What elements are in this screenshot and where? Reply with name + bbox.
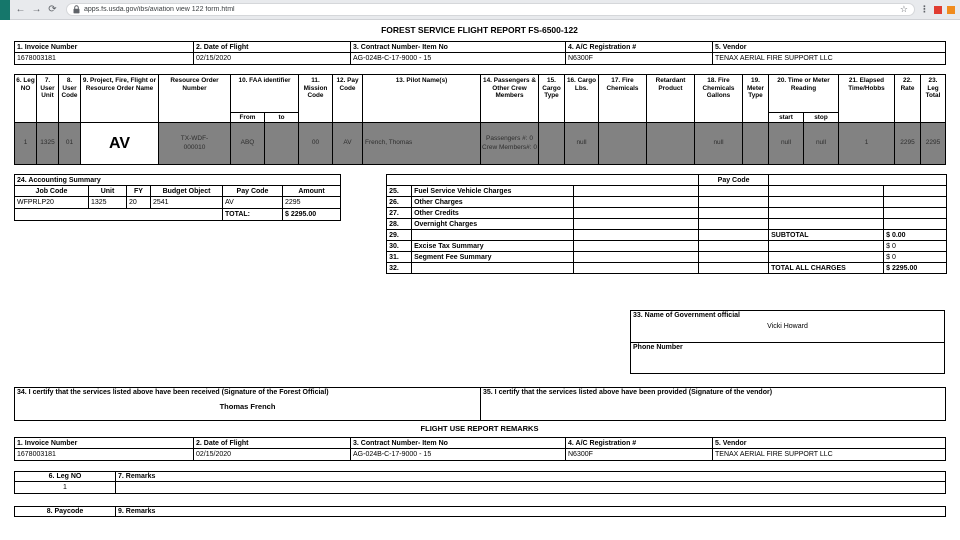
certification-table bbox=[14, 387, 946, 421]
elapsed-time-value: 1 bbox=[839, 123, 895, 165]
sub-header-start: start bbox=[769, 113, 804, 123]
leg-no-value: 1 bbox=[15, 123, 37, 165]
official-name-label: 33. Name of Government official bbox=[633, 312, 740, 319]
paycode-remarks-header: 9. Remarks bbox=[116, 507, 946, 517]
charge-amount bbox=[884, 197, 947, 208]
certify-received-cell bbox=[15, 388, 481, 421]
ac-registration-value: N6300F bbox=[566, 53, 713, 65]
charge-num: 27. bbox=[387, 208, 412, 219]
col-header-leg-no: 6. Leg NO bbox=[15, 75, 37, 123]
charge-num: 29. bbox=[387, 230, 412, 241]
job-code-value: WFPRLP20 bbox=[15, 197, 89, 209]
sub-header-to: to bbox=[265, 113, 299, 123]
resource-order-text: TX-WDF-000010 bbox=[180, 135, 209, 151]
fy-header: FY bbox=[127, 186, 151, 197]
charge-label bbox=[769, 219, 884, 230]
unit-value: 1325 bbox=[89, 197, 127, 209]
rate-value: 2295 bbox=[895, 123, 921, 165]
amount-value: 2295 bbox=[283, 197, 341, 209]
col-header-mission-code: 11. Mission Code bbox=[299, 75, 333, 123]
charge-num: 28. bbox=[387, 219, 412, 230]
col-header-rate: 22. Rate bbox=[895, 75, 921, 123]
charge-paycode bbox=[699, 208, 769, 219]
col-header-project: 9. Project, Fire, Flight or Resource Order Name bbox=[81, 75, 159, 123]
bookmark-star-icon[interactable]: ☆ bbox=[899, 4, 908, 14]
charge-num: 25. bbox=[387, 186, 412, 197]
charge-num: 30. bbox=[387, 241, 412, 252]
col-header-user-unit: 7. User Unit bbox=[37, 75, 59, 123]
charge-input bbox=[574, 252, 699, 263]
charge-desc bbox=[412, 230, 574, 241]
invoice-number-value: 1678003181 bbox=[15, 449, 194, 461]
budget-object-value: 2541 bbox=[151, 197, 223, 209]
charge-label bbox=[769, 241, 884, 252]
remarks-leg-no-header: 6. Leg NO bbox=[15, 472, 116, 482]
lock-icon bbox=[73, 5, 80, 14]
charge-label bbox=[769, 197, 884, 208]
sub-header-stop: stop bbox=[804, 113, 839, 123]
amount-header: Amount bbox=[283, 186, 341, 197]
forward-icon[interactable]: → bbox=[31, 3, 42, 15]
refresh-icon[interactable]: ⟳ bbox=[48, 3, 57, 15]
sub-header-from: From bbox=[231, 113, 265, 123]
charge-num: 32. bbox=[387, 263, 412, 274]
mission-code-value: 00 bbox=[299, 123, 333, 165]
charge-desc: Excise Tax Summary bbox=[412, 241, 574, 252]
charge-desc: Other Credits bbox=[412, 208, 574, 219]
col-header-time-meter-reading: 20. Time or Meter Reading bbox=[769, 75, 839, 113]
date-of-flight-value: 02/15/2020 bbox=[194, 449, 351, 461]
unit-header: Unit bbox=[89, 186, 127, 197]
charge-desc: Fuel Service Vehicle Charges bbox=[412, 186, 574, 197]
charge-paycode bbox=[699, 186, 769, 197]
meter-type-value bbox=[743, 123, 769, 165]
charge-paycode bbox=[699, 241, 769, 252]
date-of-flight-label: 2. Date of Flight bbox=[194, 42, 351, 53]
charge-row-31 bbox=[387, 252, 947, 263]
chemicals-gallons-value: null bbox=[695, 123, 743, 165]
date-of-flight-label: 2. Date of Flight bbox=[194, 438, 351, 449]
charges-header-spacer bbox=[387, 175, 699, 186]
window-corner bbox=[0, 0, 10, 20]
time-stop-value: null bbox=[804, 123, 839, 165]
col-header-fire-chemicals: 17. Fire Chemicals bbox=[599, 75, 647, 123]
col-header-elapsed-time: 21. Elapsed Time/Hobbs bbox=[839, 75, 895, 123]
remarks-leg-no-value: 1 bbox=[15, 482, 116, 494]
total-all-charges-label: TOTAL ALL CHARGES bbox=[769, 263, 884, 274]
budget-object-header: Budget Object bbox=[151, 186, 223, 197]
fire-chemicals-value bbox=[599, 123, 647, 165]
cargo-type-value bbox=[539, 123, 565, 165]
retardant-product-value bbox=[647, 123, 695, 165]
cargo-lbs-value: null bbox=[565, 123, 599, 165]
col-header-passengers: 14. Passengers & Other Crew Members bbox=[481, 75, 539, 123]
col-header-cargo-lbs: 16. Cargo Lbs. bbox=[565, 75, 599, 123]
address-bar[interactable] bbox=[66, 3, 915, 16]
charge-num: 31. bbox=[387, 252, 412, 263]
charge-row-27 bbox=[387, 208, 947, 219]
contract-number-label: 3. Contract Number- Item No bbox=[351, 438, 566, 449]
summary-section bbox=[14, 174, 945, 274]
form-page bbox=[0, 20, 960, 517]
vendor-value: TENAX AERIAL FIRE SUPPORT LLC bbox=[713, 449, 946, 461]
charge-amount bbox=[884, 208, 947, 219]
charge-input bbox=[574, 263, 699, 274]
charges-table bbox=[386, 174, 947, 274]
col-header-cargo-type: 15. Cargo Type bbox=[539, 75, 565, 123]
time-start-value: null bbox=[769, 123, 804, 165]
charge-row-30 bbox=[387, 241, 947, 252]
charge-paycode bbox=[699, 263, 769, 274]
government-official-box bbox=[630, 310, 945, 374]
charge-paycode bbox=[699, 197, 769, 208]
red-extension-icon[interactable] bbox=[934, 6, 942, 14]
acct-total-value: $ 2295.00 bbox=[283, 209, 341, 221]
job-code-header: Job Code bbox=[15, 186, 89, 197]
invoice-number-value: 1678003181 bbox=[15, 53, 194, 65]
col-header-chemicals-gallons: 18. Fire Chemicals Gallons bbox=[695, 75, 743, 123]
charge-amount: $ 0 bbox=[884, 241, 947, 252]
leg-total-value: 2295 bbox=[921, 123, 946, 165]
contract-number-label: 3. Contract Number- Item No bbox=[351, 42, 566, 53]
charge-amount bbox=[884, 186, 947, 197]
charge-paycode bbox=[699, 230, 769, 241]
date-of-flight-value: 02/15/2020 bbox=[194, 53, 351, 65]
ac-registration-label: 4. A/C Registration # bbox=[566, 42, 713, 53]
charge-input bbox=[574, 241, 699, 252]
charge-desc bbox=[412, 263, 574, 274]
fy-value: 20 bbox=[127, 197, 151, 209]
acct-total-spacer bbox=[15, 209, 223, 221]
charges-pay-code-header: Pay Code bbox=[699, 175, 769, 186]
charge-input bbox=[574, 186, 699, 197]
remarks-header: 7. Remarks bbox=[116, 472, 946, 482]
certify-received-label: 34. I certify that the services listed above have been received (Signature of the Forest Official) bbox=[17, 389, 329, 396]
charge-num: 26. bbox=[387, 197, 412, 208]
vendor-value: TENAX AERIAL FIRE SUPPORT LLC bbox=[713, 53, 946, 65]
vendor-label: 5. Vendor bbox=[713, 42, 946, 53]
vendor-label: 5. Vendor bbox=[713, 438, 946, 449]
acct-total-label: TOTAL: bbox=[223, 209, 283, 221]
orange-extension-icon[interactable] bbox=[947, 6, 955, 14]
remarks-invoice-header-table bbox=[14, 437, 946, 461]
acct-pay-code-value: AV bbox=[223, 197, 283, 209]
col-header-pay-code: 12. Pay Code bbox=[333, 75, 363, 123]
accounting-summary-title: 24. Accounting Summary bbox=[15, 175, 341, 186]
browser-menu-icon[interactable]: ⋮ bbox=[920, 4, 929, 14]
ac-registration-value: N6300F bbox=[566, 449, 713, 461]
charge-row-28 bbox=[387, 219, 947, 230]
charges-header-spacer2 bbox=[769, 175, 947, 186]
invoice-number-label: 1. Invoice Number bbox=[15, 438, 194, 449]
col-header-user-code: 8. User Code bbox=[59, 75, 81, 123]
phone-number-label: Phone Number bbox=[633, 344, 683, 351]
flight-leg-table bbox=[14, 74, 946, 165]
subtotal-label: SUBTOTAL bbox=[769, 230, 884, 241]
leg-remarks-table bbox=[14, 471, 946, 494]
charge-row-25 bbox=[387, 186, 947, 197]
resource-order-value bbox=[159, 123, 231, 165]
col-header-retardant-product: Retardant Product bbox=[647, 75, 695, 123]
pay-code-value: AV bbox=[333, 123, 363, 165]
certify-provided-label: 35. I certify that the services listed above have been provided (Signature of the vendor) bbox=[483, 389, 773, 396]
charge-label bbox=[769, 208, 884, 219]
user-unit-value: 1325 bbox=[37, 123, 59, 165]
col-header-leg-total: 23. Leg Total bbox=[921, 75, 946, 123]
ac-registration-label: 4. A/C Registration # bbox=[566, 438, 713, 449]
charge-paycode bbox=[699, 252, 769, 263]
official-name-value: Vicki Howard bbox=[767, 323, 808, 330]
charge-amount bbox=[884, 219, 947, 230]
passengers-value: Passengers #: 0 Crew Members#: 0 bbox=[481, 123, 539, 165]
total-all-charges-amount: $ 2295.00 bbox=[884, 263, 947, 274]
charge-label bbox=[769, 186, 884, 197]
forest-official-signature: Thomas French bbox=[219, 402, 276, 411]
certify-provided-cell bbox=[481, 388, 946, 421]
faa-from-value: ABQ bbox=[231, 123, 265, 165]
charge-input bbox=[574, 197, 699, 208]
faa-to-value bbox=[265, 123, 299, 165]
pilot-name-value: French, Thomas bbox=[363, 123, 481, 165]
remarks-value bbox=[116, 482, 946, 494]
subtotal-amount: $ 0.00 bbox=[884, 230, 947, 241]
paycode-header: 8. Paycode bbox=[15, 507, 116, 517]
charge-desc: Overnight Charges bbox=[412, 219, 574, 230]
charge-label bbox=[769, 252, 884, 263]
charge-row-32 bbox=[387, 263, 947, 274]
col-header-resource-order: Resource Order Number bbox=[159, 75, 231, 123]
charge-row-29 bbox=[387, 230, 947, 241]
acct-pay-code-header: Pay Code bbox=[223, 186, 283, 197]
col-header-meter-type: 19. Meter Type bbox=[743, 75, 769, 123]
leg-data-row bbox=[15, 123, 946, 165]
browser-toolbar bbox=[0, 0, 960, 20]
contract-number-value: AG-024B-C-17-9000 - 15 bbox=[351, 449, 566, 461]
page-title: FOREST SERVICE FLIGHT REPORT FS-6500-122 bbox=[381, 25, 578, 35]
flight-use-report-remarks-title: FLIGHT USE REPORT REMARKS bbox=[420, 424, 539, 433]
user-code-value: 01 bbox=[59, 123, 81, 165]
charge-paycode bbox=[699, 219, 769, 230]
charge-amount: $ 0 bbox=[884, 252, 947, 263]
charge-desc: Other Charges bbox=[412, 197, 574, 208]
col-header-pilot-name: 13. Pilot Name(s) bbox=[363, 75, 481, 123]
project-value: AV bbox=[81, 123, 159, 165]
charge-input bbox=[574, 230, 699, 241]
col-header-faa-identifier: 10. FAA identifier bbox=[231, 75, 299, 113]
contract-number-value: AG-024B-C-17-9000 - 15 bbox=[351, 53, 566, 65]
paycode-remarks-table bbox=[14, 506, 946, 517]
url-text[interactable]: apps.fs.usda.gov/ibs/aviation view 122 form.html bbox=[84, 6, 235, 13]
charge-row-26 bbox=[387, 197, 947, 208]
charge-input bbox=[574, 219, 699, 230]
charge-input bbox=[574, 208, 699, 219]
back-icon[interactable]: ← bbox=[15, 3, 26, 15]
accounting-summary-table bbox=[14, 174, 341, 221]
invoice-number-label: 1. Invoice Number bbox=[15, 42, 194, 53]
invoice-header-table bbox=[14, 41, 946, 65]
charge-desc: Segment Fee Summary bbox=[412, 252, 574, 263]
